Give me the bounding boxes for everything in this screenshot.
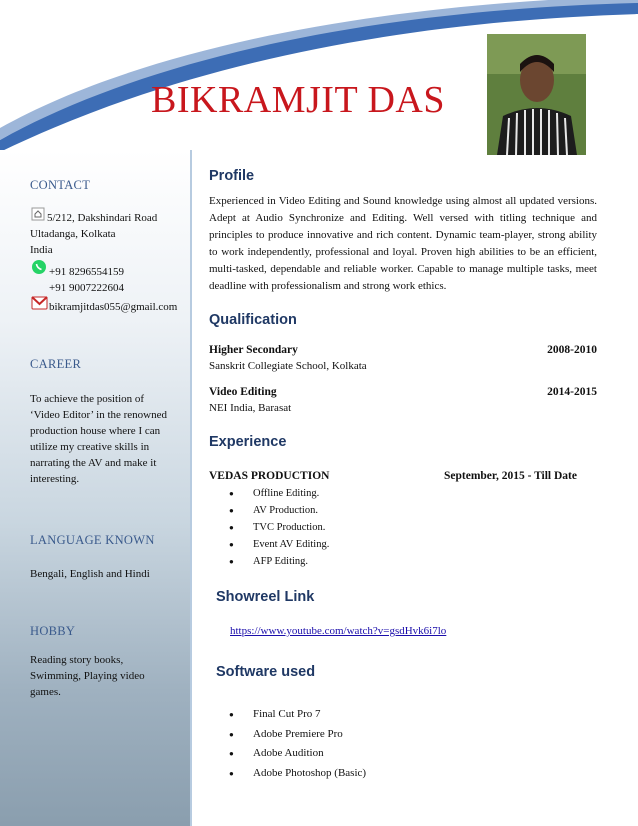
whatsapp-icon <box>31 259 47 280</box>
list-item: ● Final Cut Pro 7 <box>225 705 366 725</box>
list-item: ● Adobe Premiere Pro <box>225 725 366 745</box>
career-line: interesting. <box>30 473 80 485</box>
qualification-name: Video Editing <box>209 386 277 398</box>
experience-list <box>225 485 329 570</box>
contact-heading: CONTACT <box>30 178 91 192</box>
career-line: narrating the AV and make it <box>30 457 157 469</box>
hobby-line: games. <box>30 686 61 698</box>
showreel-title: Showreel Link <box>216 589 315 605</box>
qualification-place: Sanskrit Collegiate School, Kolkata <box>209 360 367 372</box>
address-line1: 5/212, Dakshindari Road <box>47 212 158 224</box>
mail-icon <box>31 296 48 315</box>
address-line3: India <box>30 244 53 256</box>
candidate-name: BIKRAMJIT DAS <box>151 79 446 121</box>
experience-header <box>209 470 577 482</box>
qualification-item <box>209 344 597 356</box>
qualification-title: Qualification <box>209 312 297 328</box>
sidebar <box>0 150 192 826</box>
list-item: ● Adobe Audition <box>225 744 366 764</box>
phone-2: +91 9007222604 <box>49 282 124 294</box>
qualification-name: Higher Secondary <box>209 344 298 356</box>
list-item: ● Event AV Editing. <box>225 536 329 553</box>
qualification-years: 2008-2010 <box>547 344 597 356</box>
address-line2: Ultadanga, Kolkata <box>30 228 116 240</box>
software-title: Software used <box>216 664 316 680</box>
career-line: utilize my creative skills in <box>30 441 150 453</box>
hobby-line: Swimming, Playing video <box>30 670 145 682</box>
list-item: ● AFP Editing. <box>225 553 329 570</box>
list-item: ● Adobe Photoshop (Basic) <box>225 764 366 784</box>
list-item: ● TVC Production. <box>225 519 329 536</box>
hobby-line: Reading story books, <box>30 654 124 666</box>
email-address: bikramjitdas055@gmail.com <box>49 301 178 313</box>
qualification-years: 2014-2015 <box>547 386 597 398</box>
profile-title: Profile <box>209 168 255 184</box>
career-heading: CAREER <box>30 357 82 371</box>
hobby-heading: HOBBY <box>30 624 76 638</box>
phone-1: +91 8296554159 <box>49 266 124 278</box>
profile-photo <box>487 34 586 155</box>
list-item: ● Offline Editing. <box>225 485 329 502</box>
language-text: Bengali, English and Hindi <box>30 568 150 580</box>
experience-company: VEDAS PRODUCTION <box>209 470 330 482</box>
showreel-link[interactable]: https://www.youtube.com/watch?v=gsdHvk6i7lo <box>230 625 447 637</box>
experience-period: September, 2015 - Till Date <box>444 470 577 482</box>
experience-title: Experience <box>209 434 287 450</box>
list-item: ● AV Production. <box>225 502 329 519</box>
profile-text: Experienced in Video Editing and Sound knowledge using almost all updated versions. Adept at Audio Synchronize and Editing. Well versed with titling technique and principles to produce innovative and rich content. Dynamic team-player, strong ability to work independently, professional and loyal. Proven high abilities to be an efficient, multi-tasked, dependable and reliable worker. Capable to manage multiple tasks, meet deadline with professionalism and strong work ethics. <box>209 195 597 292</box>
software-list <box>225 705 366 783</box>
career-line: ‘Video Editor’ in the renowned <box>30 409 168 421</box>
qualification-place: NEI India, Barasat <box>209 402 292 414</box>
language-heading: LANGUAGE KNOWN <box>30 533 155 547</box>
career-line: production house where I can <box>30 425 161 437</box>
home-icon <box>31 207 45 226</box>
career-line: To achieve the position of <box>30 393 145 405</box>
qualification-item <box>209 386 597 398</box>
